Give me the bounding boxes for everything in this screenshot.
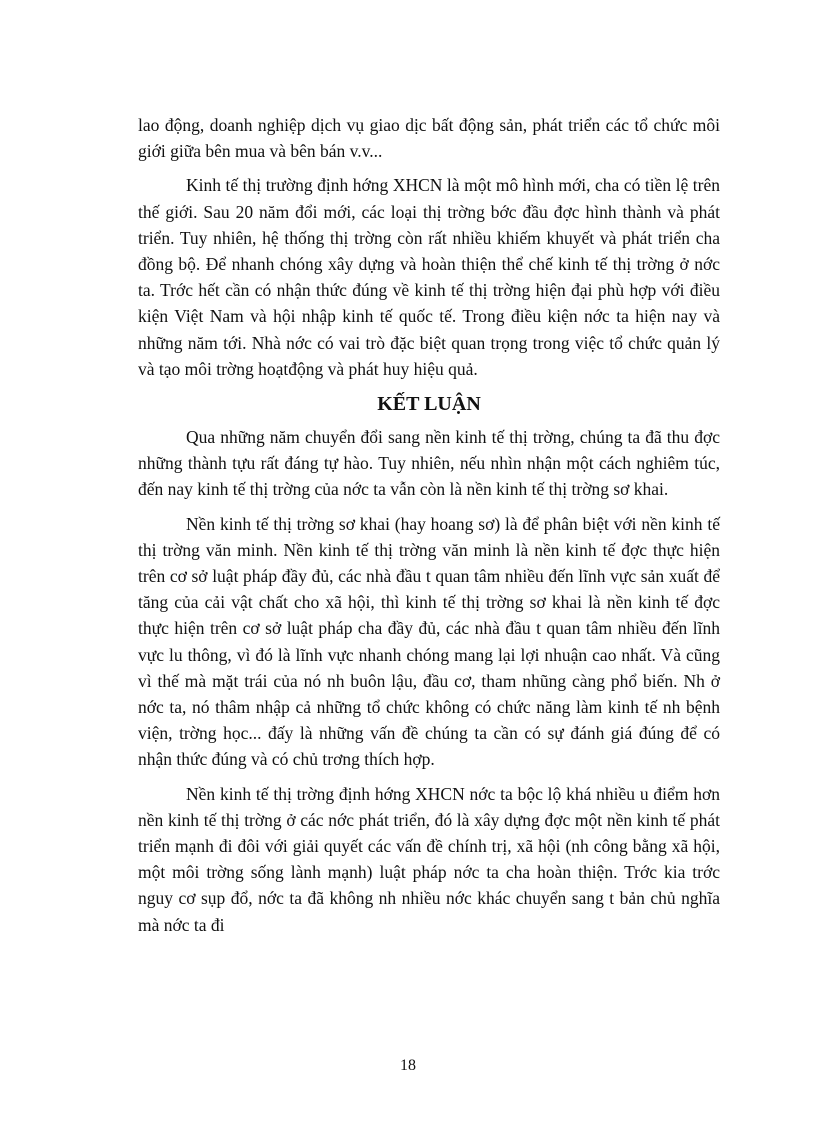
- paragraph-continuation: lao động, doanh nghiệp dịch vụ giao dịc bất động sản, phát triển các tổ chức môi giới giữa bên mua và bên bán v.v...: [138, 115, 720, 162]
- paragraph-market-economy: Kinh tế thị trường định hớng XHCN là một mô hình mới, cha có tiền lệ trên thế giới. Sau 20 năm đổi mới, các loại thị trờng bớc đầu đợc hình thành và phát triển. Tuy nhiên, hệ thống thị trờng còn rất nhiều khiếm khuyết và phát triển cha đồng bộ. Để nhanh chóng xây dựng và hoàn thiện thể chế kinh tế thị trờng ở nớc ta. Trớc hết cần có nhận thức đúng về kinh tế thị trờng hiện đại phù hợp với điều kiện Việt Nam và hội nhập kinh tế quốc tế. Trong điều kiện nớc ta hiện nay và những năm tới. Nhà nớc có vai trò đặc biệt quan trọng trong việc tổ chức quản lý và tạo môi trờng hoạtđộng và phát huy hiệu quả.: [138, 175, 720, 379]
- section-heading: KẾT LUẬN: [377, 393, 481, 416]
- page-number: 18: [400, 1057, 416, 1074]
- page-body: [138, 112, 720, 938]
- conclusion-paragraph-3: Nền kinh tế thị trờng định hớng XHCN nớc ta bộc lộ khá nhiều u điểm hơn nền kinh tế thị trờng ở các nớc phát triển, đó là xây dựng đợc một nền kinh tế phát triển mạnh đi đôi với giải quyết các vấn đề chính trị, xã hội (nh công bằng xã hội, một môi trờng sống lành mạnh) luật pháp nớc ta cha hoàn thiện. Trớc kia trớc nguy cơ sụp đổ, nớc ta đã không nh nhiều nớc khác chuyển sang t bản chủ nghĩa mà nớc ta đi: [138, 783, 720, 935]
- conclusion-paragraph-1: Qua những năm chuyển đổi sang nền kinh tế thị trờng, chúng ta đã thu đợc những thành tựu rất đáng tự hào. Tuy nhiên, nếu nhìn nhận một cách nghiêm túc, đến nay kinh tế thị trờng của nớc ta vẫn còn là nền kinh tế thị trờng sơ khai.: [138, 427, 720, 500]
- conclusion-paragraph-2: Nền kinh tế thị trờng sơ khai (hay hoang sơ) là để phân biệt với nền kinh tế thị trờng văn minh. Nền kinh tế thị trờng văn minh là nền kinh tế đợc thực hiện trên cơ sở luật pháp đầy đủ, các nhà đầu t quan tâm nhiều đến lĩnh vực sản xuất để tăng của cải vật chất cho xã hội, thì kinh tế thị trờng sơ khai là nền kinh tế đợc thực hiện trên cơ sở luật pháp cha đầy đủ, các nhà đầu t quan tâm nhiều đến lĩnh vực lu thông, vì đó là lĩnh vực nhanh chóng mang lại lợi nhuận cao nhất. Và cũng vì thế mà mặt trái của nó nh buôn lậu, đầu cơ, tham nhũng càng phổ biến. Nh ở nớc ta, nó thâm nhập cả những tổ chức không có chức năng làm kinh tế nh bệnh viện, trờng học... đấy là những vấn đề chúng ta cần có sự đánh giá đúng để có nhận thức đúng và có chủ trơng thích hợp.: [138, 513, 720, 770]
